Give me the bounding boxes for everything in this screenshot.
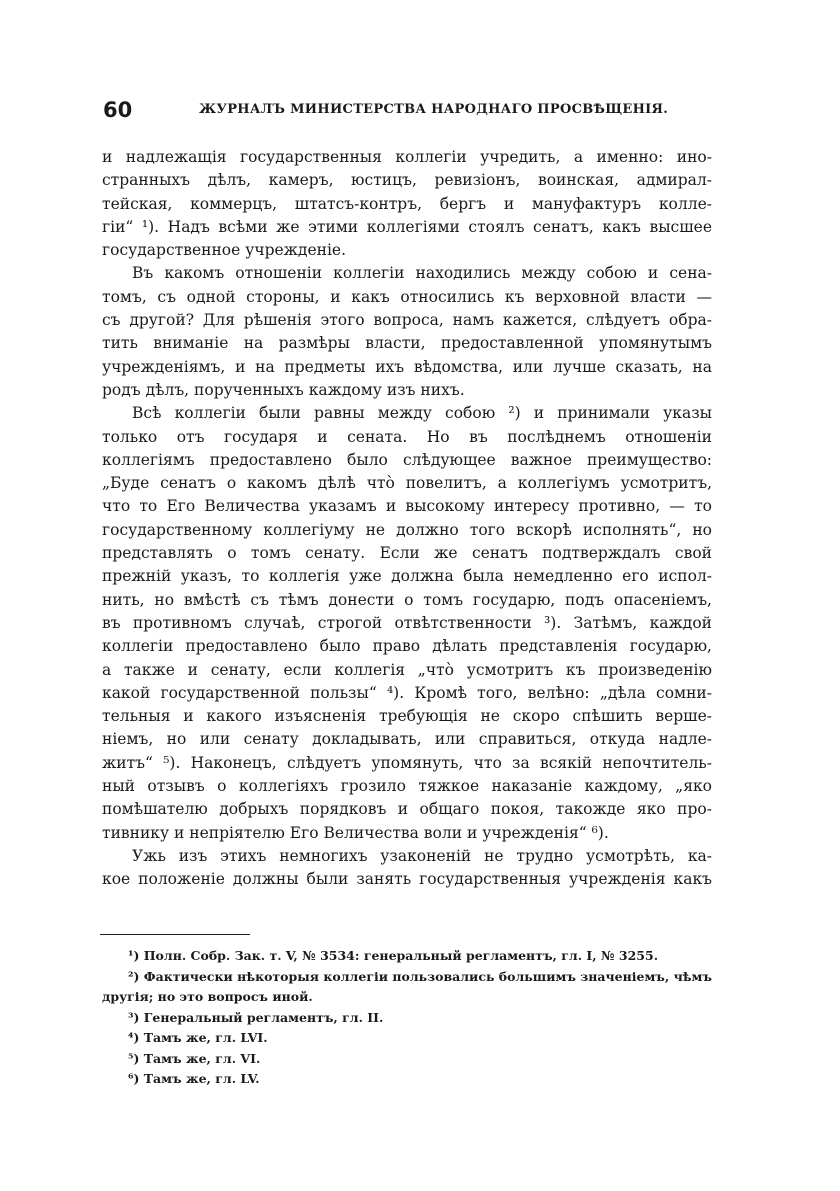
text-line: въ противномъ случаѣ, строгой отвѣтственности ³). Затѣмъ, каждой bbox=[102, 613, 712, 632]
text-line: только отъ государя и сената. Но въ послѣднемъ отношеніи bbox=[102, 427, 712, 446]
text-line: государственному коллегіуму не должно того вскорѣ исполнять“, но bbox=[102, 520, 712, 539]
text-line: коллегіи предоставлено было право дѣлать представленія государю, bbox=[102, 637, 712, 656]
text-line: Въ какомъ отношеніи коллегіи находились между собою и сена- bbox=[132, 264, 712, 283]
text-line: что то Его Величества указамъ и высокому интересу противно, — то bbox=[102, 497, 712, 516]
text-line: съ другой? Для рѣшенія этого вопроса, намъ кажется, слѣдуетъ обра- bbox=[102, 311, 712, 330]
footnote-line: ⁶) Тамъ же, гл. LV. bbox=[128, 1071, 260, 1086]
footnote-line: другія; но это вопросъ иной. bbox=[102, 989, 313, 1004]
text-line: Ужь изъ этихъ немногихъ узаконеній не трудно усмотрѣть, ка- bbox=[132, 846, 712, 865]
text-line: представлять о томъ сенату. Если же сенатъ подтверждалъ свой bbox=[102, 544, 712, 563]
text-line: Всѣ коллегіи были равны между собою ²) и принимали указы bbox=[132, 404, 712, 423]
page-number: 60 bbox=[103, 98, 133, 122]
body-text bbox=[102, 146, 712, 892]
text-line: нить, но вмѣстѣ съ тѣмъ донести о томъ государю, подъ опасеніемъ, bbox=[102, 590, 712, 609]
text-line: государственное учрежденіе. bbox=[102, 241, 347, 260]
text-line: тить вниманіе на размѣры власти, предоставленной упомянутымъ bbox=[102, 334, 712, 353]
text-line: учрежденіямъ, и на предметы ихъ вѣдомства, или лучше сказать, на bbox=[102, 357, 712, 376]
text-line: тельныя и какого изъясненія требующія не скоро спѣшить верше- bbox=[102, 707, 712, 726]
page-header bbox=[103, 98, 703, 128]
text-line: ніемъ, но или сенату докладывать, или справиться, откуда надле- bbox=[102, 730, 712, 749]
text-line: прежній указъ, то коллегія уже должна была немедленно его испол- bbox=[102, 567, 712, 586]
text-line: тейская, коммерцъ, штатсъ-контръ, бергъ и мануфактуръ колле- bbox=[102, 194, 712, 213]
text-line: а также и сенату, если коллегія „что̀ усмотритъ къ произведенію bbox=[102, 660, 712, 679]
footnote-line: ²) Фактически нѣкоторыя коллегіи пользовались большимъ значеніемъ, чѣмъ bbox=[128, 968, 712, 984]
text-line: помѣшателю добрыхъ порядковъ и общаго покоя, такожде яко про- bbox=[102, 800, 712, 819]
text-line: какой государственной пользы“ ⁴). Кромѣ того, велѣно: „дѣла сомни- bbox=[102, 683, 712, 702]
text-line: тивнику и непріятелю Его Величества воли и учрежденія“ ⁶). bbox=[102, 823, 609, 842]
text-line: „Буде сенатъ о какомъ дѣлѣ что̀ повелитъ, а коллегіумъ усмотритъ, bbox=[102, 474, 712, 493]
text-line: гіи“ ¹). Надъ всѣми же этими коллегіями стоялъ сенатъ, какъ высшее bbox=[102, 217, 712, 236]
text-line: и надлежащія государственныя коллегіи учредить, а именно: ино- bbox=[102, 148, 712, 166]
footnote-divider bbox=[100, 934, 250, 935]
running-head: ЖУРНАЛЪ МИНИСТЕРСТВА НАРОДНАГО ПРОСВѢЩЕНІЯ. bbox=[199, 102, 669, 117]
text-line: коллегіямъ предоставлено было слѣдующее важное преимущество: bbox=[102, 450, 712, 469]
text-line: ный отзывъ о коллегіяхъ грозило тяжкое наказаніе каждому, „яко bbox=[102, 777, 712, 796]
footnote-line: ⁴) Тамъ же, гл. LVI. bbox=[128, 1030, 268, 1045]
text-line: томъ, съ одной стороны, и какъ относились къ верховной власти — bbox=[102, 287, 712, 306]
footnote-line: ³) Генеральный регламентъ, гл. II. bbox=[128, 1009, 384, 1025]
text-line: кое положеніе должны были занять государственныя учрежденія какъ bbox=[102, 870, 712, 889]
footnote-line: ¹) Полн. Собр. Зак. т. V, № 3534: генеральный регламентъ, гл. I, № 3255. bbox=[128, 948, 659, 963]
text-line: житъ“ ⁵). Наконецъ, слѣдуетъ упомянуть, что за всякій непочтитель- bbox=[102, 753, 712, 772]
footnote-line: ⁵) Тамъ же, гл. VI. bbox=[128, 1050, 261, 1066]
footnotes bbox=[102, 946, 712, 1090]
text-line: родъ дѣлъ, порученныхъ каждому изъ нихъ. bbox=[102, 380, 465, 399]
text-line: странныхъ дѣлъ, камеръ, юстицъ, ревизіонъ, воинская, адмирал- bbox=[102, 171, 712, 190]
